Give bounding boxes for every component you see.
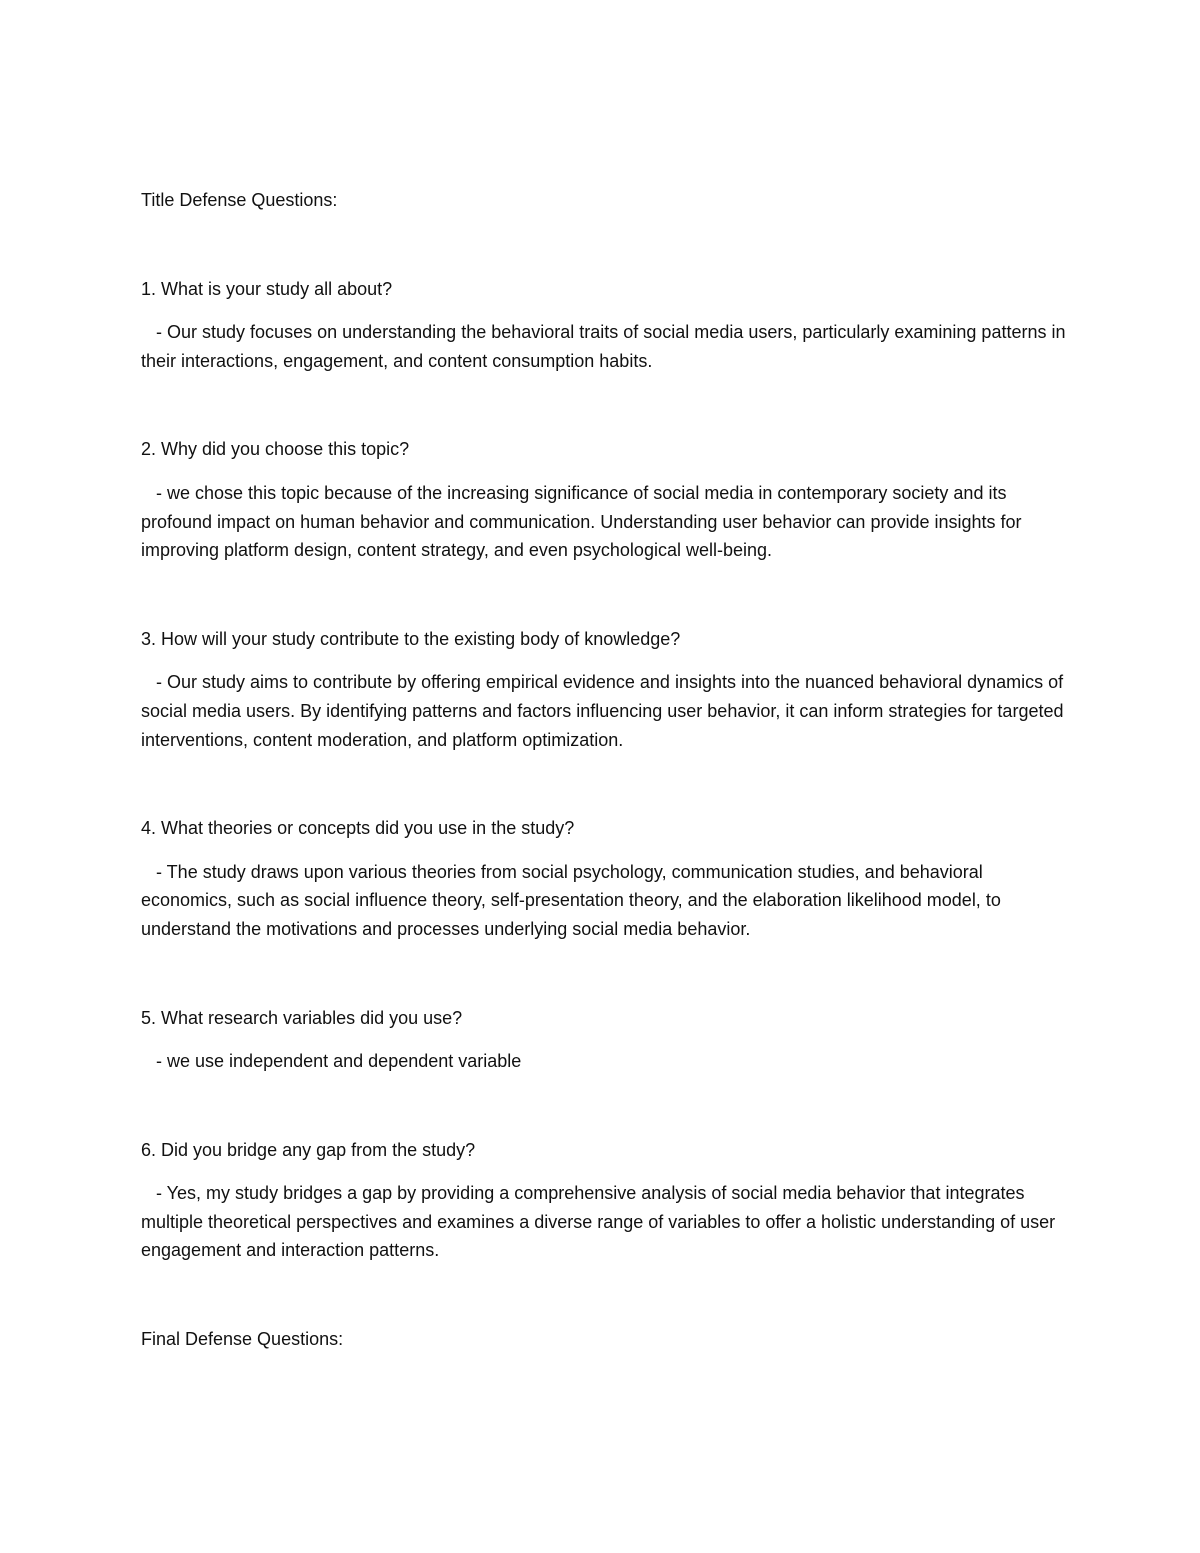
answer-text: - we use independent and dependent variable — [141, 1051, 522, 1072]
question-item — [141, 1004, 1066, 1076]
question-text: 3. How will your study contribute to the existing body of knowledge? — [141, 628, 681, 649]
answer-text: - we chose this topic because of the increasing significance of social media in contemporary society and its profound impact on human behavior and communication. Understanding user behavior can provide insights for improving platform design, content strategy, and even psychological well-being. — [141, 482, 1027, 561]
document-body — [141, 186, 1071, 1354]
question-text: 5. What research variables did you use? — [141, 1007, 463, 1028]
question-item — [141, 1136, 1066, 1265]
question-text: 2. Why did you choose this topic? — [141, 439, 410, 460]
answer-text: - Our study aims to contribute by offering empirical evidence and insights into the nuanced behavioral dynamics of social media users. By identifying patterns and factors influencing user behavior, it can inform strategies for targeted interventions, content moderation, and platform optimization. — [141, 672, 1069, 750]
question-item — [141, 275, 1071, 376]
answer-text: - Our study focuses on understanding the behavioral traits of social media users, particularly examining patterns in their interactions, engagement, and content consumption habits. — [141, 322, 1071, 371]
question-text: 1. What is your study all about? — [141, 278, 393, 299]
answer-text: - Yes, my study bridges a gap by providing a comprehensive analysis of social media behavior that integrates multiple theoretical perspectives and examines a diverse range of variables to offer a holistic understanding of user engagement and interaction patterns. — [141, 1183, 1061, 1261]
question-text: 4. What theories or concepts did you use in the study? — [141, 818, 575, 839]
question-item — [141, 814, 1066, 943]
question-item — [141, 435, 1066, 564]
final-defense-heading: Final Defense Questions: — [141, 1329, 344, 1350]
answer-text: - The study draws upon various theories from social psychology, communication studies, and behavioral economics, such as social influence theory, self-presentation theory, and the elaboration likelihood model, to understand the motivations and processes underlying social media behavior. — [141, 861, 1006, 939]
question-list — [141, 275, 1071, 1265]
question-item — [141, 625, 1069, 754]
question-text: 6. Did you bridge any gap from the study? — [141, 1139, 476, 1160]
title-defense-heading: Title Defense Questions: — [141, 190, 338, 210]
